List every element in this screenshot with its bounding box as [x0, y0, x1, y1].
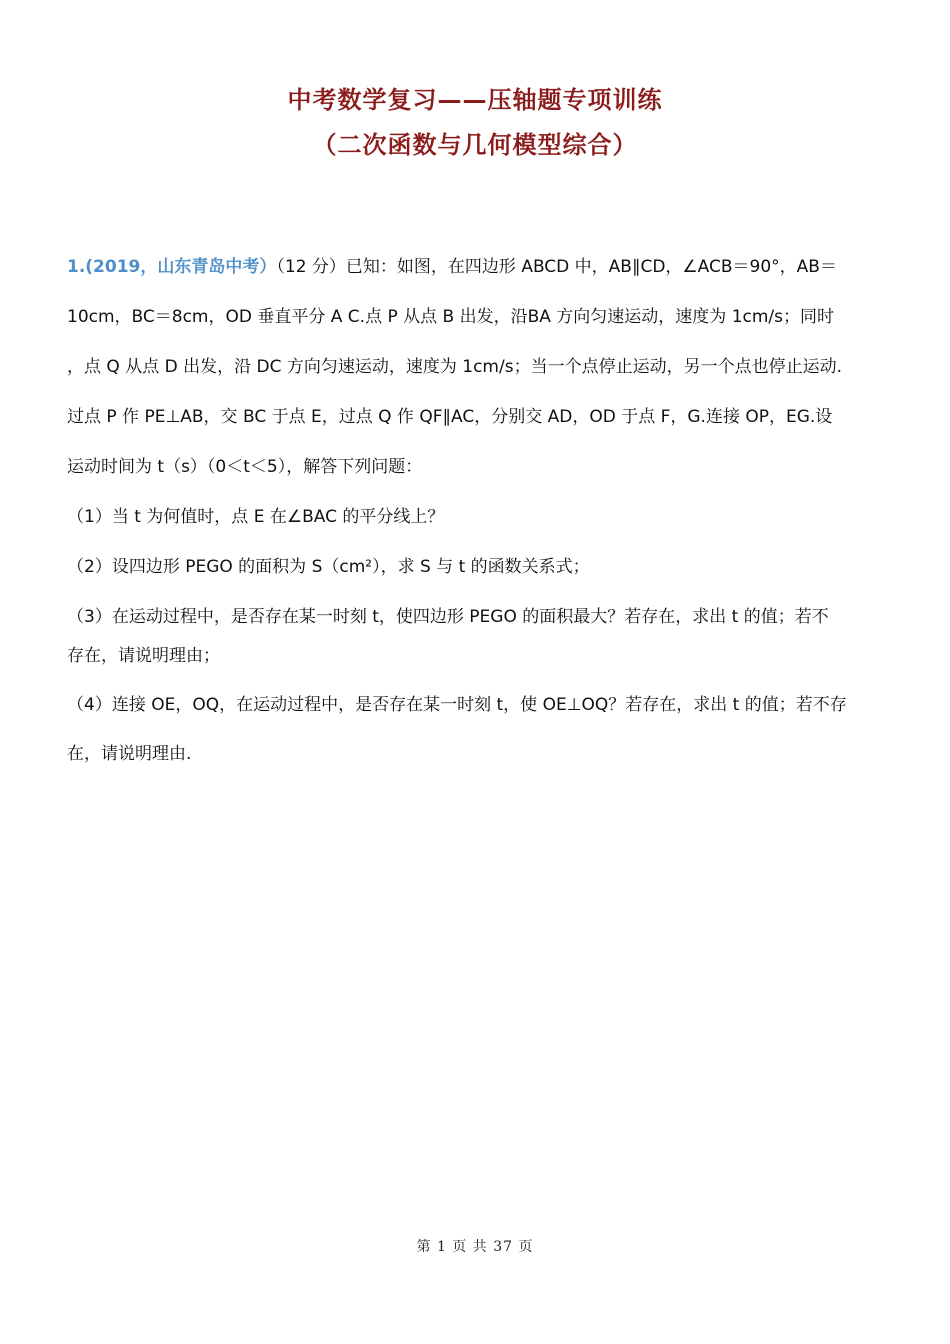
problem-text: （12 分）已知：如图，在四边形 ABCD 中，AB∥CD，∠ACB＝90°，AB＝: [276, 257, 837, 277]
problem-line-1: [67, 254, 918, 280]
document-title: 中考数学复习——压轴题专项训练: [287, 86, 663, 114]
problem-line-2: 10cm，BC＝8cm，OD 垂直平分 A C.点 P 从点 B 出发，沿BA 方向匀速运动，速度为 1cm/s；同时: [67, 307, 835, 327]
question-4: （4）连接 OE，OQ，在运动过程中，是否存在某一时刻 t，使 OE⊥OQ？若存在，求出 t 的值；若不存: [67, 695, 847, 715]
problem-line-3: ，点 Q 从点 D 出发，沿 DC 方向匀速运动，速度为 1cm/s；当一个点停止运动，另一个点也停止运动.: [67, 357, 842, 377]
question-1: （1）当 t 为何值时，点 E 在∠BAC 的平分线上？: [67, 507, 445, 527]
problem-source: 1.(2019，山东青岛中考）: [67, 257, 277, 277]
problem-line-5: 运动时间为 t（s）（0＜t＜5），解答下列问题：: [67, 457, 423, 477]
document-subtitle: （二次函数与几何模型综合）: [312, 131, 638, 159]
question-2: （2）设四边形 PEGO 的面积为 S（cm²），求 S 与 t 的函数关系式；: [67, 557, 590, 577]
problem-line-4: 过点 P 作 PE⊥AB，交 BC 于点 E，过点 Q 作 QF∥AC，分别交 AD，OD 于点 F，G.连接 OP，EG.设: [67, 407, 833, 427]
question-4-continued: 在，请说明理由.: [67, 744, 192, 764]
question-3-continued: 存在，请说明理由；: [67, 646, 220, 666]
page-footer: 第 1 页 共 37 页: [416, 1239, 534, 1255]
question-3: （3）在运动过程中，是否存在某一时刻 t，使四边形 PEGO 的面积最大？若存在，求出 t 的值；若不: [67, 607, 829, 627]
